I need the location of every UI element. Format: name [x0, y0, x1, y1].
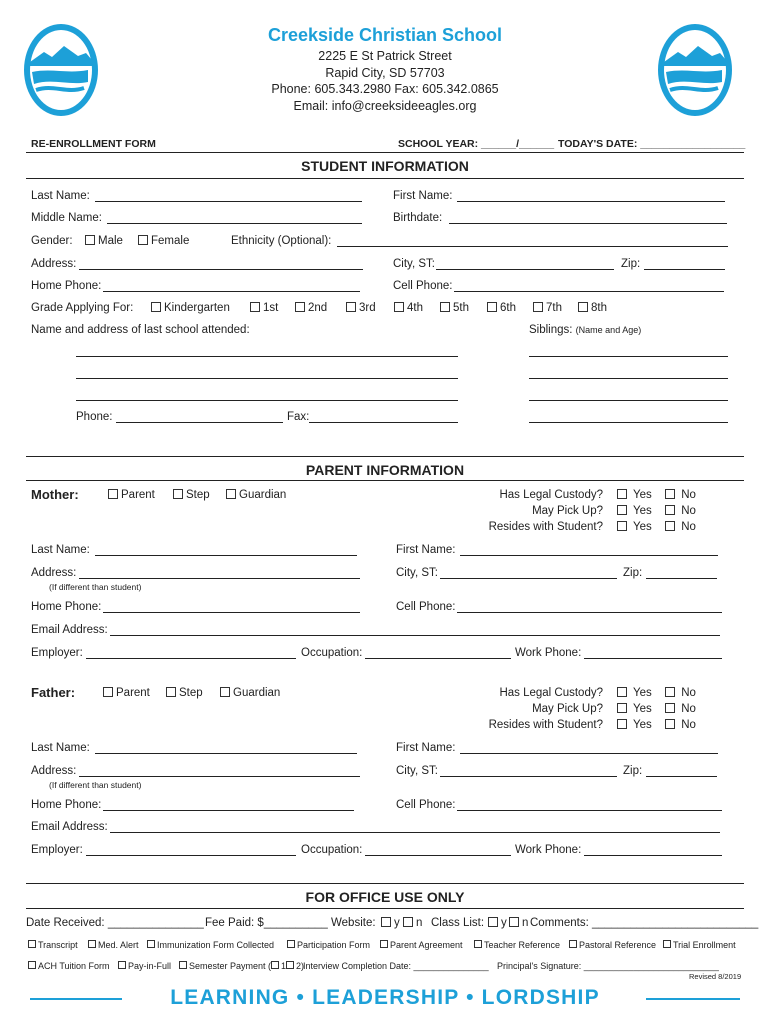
revised-date: Revised 8/2019 — [689, 972, 742, 981]
grade-label: 1st — [263, 302, 279, 314]
father-address-field[interactable] — [79, 776, 360, 777]
student-middle-name-label: Middle Name: — [31, 212, 102, 224]
checkbox-icon[interactable] — [147, 940, 155, 948]
checkbox-icon[interactable] — [665, 489, 675, 499]
mother-email-label: Email Address: — [31, 624, 108, 636]
checkbox-icon[interactable] — [617, 489, 627, 499]
father-home-phone-field[interactable] — [103, 810, 354, 811]
checkbox-icon[interactable] — [271, 961, 279, 969]
student-home-phone-field[interactable] — [103, 291, 360, 292]
divider — [26, 883, 744, 884]
father-label: Father: — [31, 685, 76, 700]
school-email: Email: info@creeksideeagles.org — [293, 98, 477, 113]
checkbox-icon[interactable] — [663, 940, 671, 948]
parent-info-heading: PARENT INFORMATION — [305, 462, 465, 478]
student-middle-name-field[interactable] — [107, 223, 362, 224]
father-occupation-label: Occupation: — [301, 844, 363, 856]
divider — [26, 480, 744, 481]
yes-option[interactable] — [617, 703, 652, 715]
grade-label: 2nd — [308, 302, 328, 314]
form-title: RE-ENROLLMENT FORM — [31, 138, 156, 150]
father-zip-label: Zip: — [623, 765, 643, 777]
mother-employer-label: Employer: — [31, 647, 83, 659]
pickup-question: May Pick Up? — [532, 505, 603, 517]
mother-role-option[interactable] — [108, 489, 155, 501]
no-option[interactable] — [665, 521, 696, 533]
yes-option[interactable] — [617, 687, 652, 699]
pay-in-full-option[interactable] — [118, 961, 171, 971]
custody-question: Has Legal Custody? — [499, 687, 603, 699]
last-school-line[interactable] — [76, 356, 458, 357]
principal-signature-field[interactable]: Principal's Signature: ___________________________ — [497, 961, 719, 971]
semester-1-label: 1 — [281, 961, 287, 971]
yes-label: Yes — [633, 521, 652, 533]
grade-option[interactable] — [394, 302, 423, 314]
father-email-field[interactable] — [110, 832, 720, 833]
checkbox-icon[interactable] — [287, 940, 295, 948]
last-school-phone-field[interactable] — [116, 422, 283, 423]
checkbox-icon[interactable] — [138, 235, 148, 245]
father-cell-phone-label: Cell Phone: — [396, 799, 456, 811]
office-check-item[interactable] — [287, 940, 370, 950]
father-occupation-field[interactable] — [365, 855, 511, 856]
grade-label: 6th — [500, 302, 516, 314]
office-check-item[interactable] — [569, 940, 656, 950]
footer-motto: LEARNING • LEADERSHIP • LORDSHIP — [170, 986, 600, 1009]
yes-label: Yes — [633, 719, 652, 731]
father-role-option[interactable] — [166, 687, 203, 699]
mother-role-option[interactable] — [173, 489, 210, 501]
checkbox-icon[interactable] — [381, 917, 391, 927]
divider — [26, 456, 744, 457]
sibling-line[interactable] — [529, 422, 728, 423]
checkbox-icon[interactable] — [151, 302, 161, 312]
grade-label: 7th — [546, 302, 562, 314]
divider — [26, 908, 744, 909]
mother-address-field[interactable] — [79, 578, 360, 579]
student-last-name-label: Last Name: — [31, 190, 90, 202]
siblings-note: (Name and Age) — [575, 325, 642, 335]
no-label: No — [681, 521, 696, 533]
office-check-label: Med. Alert — [98, 940, 139, 950]
no-label: No — [681, 703, 696, 715]
n-label: n — [522, 917, 529, 929]
checkbox-icon[interactable] — [617, 719, 627, 729]
checkbox-icon[interactable] — [533, 302, 543, 312]
mother-first-name-field[interactable] — [460, 555, 718, 556]
mother-city-field[interactable] — [440, 578, 617, 579]
mother-address-label: Address: — [31, 567, 77, 579]
role-label: Step — [179, 687, 203, 699]
student-cell-phone-label: Cell Phone: — [393, 280, 453, 292]
grade-option[interactable] — [151, 302, 230, 314]
father-role-option[interactable] — [220, 687, 280, 699]
student-city-label: City, ST: — [393, 258, 435, 270]
siblings-text: Siblings: — [529, 324, 573, 336]
mother-work-phone-field[interactable] — [584, 658, 722, 659]
comments-field[interactable]: Comments: __________________________ — [530, 917, 759, 929]
checkbox-icon[interactable] — [665, 719, 675, 729]
yes-option[interactable] — [617, 521, 652, 533]
last-school-phone-label: Phone: — [76, 411, 113, 423]
mother-cell-phone-field[interactable] — [457, 612, 722, 613]
father-city-label: City, ST: — [396, 765, 438, 777]
yes-option[interactable] — [617, 489, 652, 501]
checkbox-icon[interactable] — [665, 703, 675, 713]
role-label: Parent — [116, 687, 150, 699]
checkbox-icon[interactable] — [665, 521, 675, 531]
divider — [26, 152, 744, 153]
gender-female-label: Female — [151, 235, 190, 247]
office-check-label: Parent Agreement — [390, 940, 463, 950]
grade-option[interactable] — [533, 302, 562, 314]
grade-option[interactable] — [440, 302, 469, 314]
checkbox-icon[interactable] — [85, 235, 95, 245]
grade-option[interactable] — [346, 302, 376, 314]
office-check-item[interactable] — [380, 940, 463, 950]
grade-option[interactable] — [578, 302, 607, 314]
mother-home-phone-field[interactable] — [103, 612, 360, 613]
student-info-heading: STUDENT INFORMATION — [301, 158, 469, 174]
office-check-label: Teacher Reference — [484, 940, 561, 950]
student-zip-field[interactable] — [644, 269, 725, 270]
office-check-item[interactable] — [474, 940, 560, 950]
last-school-line[interactable] — [76, 378, 458, 379]
mother-role-option[interactable] — [226, 489, 286, 501]
office-check-label: Trial Enrollment — [673, 940, 736, 950]
checkbox-icon[interactable] — [617, 687, 627, 697]
student-last-name-field[interactable] — [95, 201, 362, 202]
office-use-heading: FOR OFFICE USE ONLY — [305, 889, 465, 905]
resides-question: Resides with Student? — [488, 719, 603, 731]
resides-question: Resides with Student? — [488, 521, 603, 533]
father-first-name-label: First Name: — [396, 742, 456, 754]
student-birthdate-label: Birthdate: — [393, 212, 443, 224]
school-address-block — [0, 48, 770, 114]
custody-question: Has Legal Custody? — [499, 489, 603, 501]
interview-date-field[interactable]: Interview Completion Date: _______________ — [303, 961, 489, 971]
website-no-option[interactable] — [403, 917, 422, 929]
y-label: y — [394, 917, 400, 929]
student-address-field[interactable] — [79, 269, 363, 270]
website-yes-option[interactable] — [381, 917, 400, 929]
mother-employer-field[interactable] — [86, 658, 296, 659]
mother-cell-phone-label: Cell Phone: — [396, 601, 456, 613]
checkbox-icon[interactable] — [295, 302, 305, 312]
no-option[interactable] — [665, 719, 696, 731]
no-option[interactable] — [665, 703, 696, 715]
checkbox-icon[interactable] — [488, 917, 498, 927]
mother-home-phone-label: Home Phone: — [31, 601, 102, 613]
grade-option[interactable] — [487, 302, 516, 314]
checkbox-icon[interactable] — [380, 940, 388, 948]
checkbox-icon[interactable] — [179, 961, 187, 969]
semester-payment-label: Semester Payment ( — [189, 961, 272, 971]
grade-option[interactable] — [295, 302, 327, 314]
father-first-name-field[interactable] — [460, 753, 718, 754]
no-label: No — [681, 505, 696, 517]
gender-male-label: Male — [98, 235, 123, 247]
no-option[interactable] — [665, 687, 696, 699]
father-last-name-field[interactable] — [95, 753, 357, 754]
grade-label: Kindergarten — [164, 302, 230, 314]
ach-label: ACH Tuition Form — [38, 961, 110, 971]
checkbox-icon[interactable] — [474, 940, 482, 948]
checkbox-icon[interactable] — [88, 940, 96, 948]
checkbox-icon[interactable] — [617, 703, 627, 713]
yes-option[interactable] — [617, 719, 652, 731]
checkbox-icon[interactable] — [28, 961, 36, 969]
sibling-line[interactable] — [529, 356, 728, 357]
no-option[interactable] — [665, 489, 696, 501]
office-check-label: Transcript — [38, 940, 78, 950]
semester-2-label: 2) — [296, 961, 305, 971]
no-option[interactable] — [665, 505, 696, 517]
checkbox-icon[interactable] — [403, 917, 413, 927]
checkbox-icon[interactable] — [286, 961, 294, 969]
role-label: Guardian — [233, 687, 281, 699]
grade-option[interactable] — [250, 302, 278, 314]
checkbox-icon[interactable] — [578, 302, 588, 312]
mother-last-name-label: Last Name: — [31, 544, 90, 556]
sibling-line[interactable] — [529, 378, 728, 379]
role-label: Step — [186, 489, 210, 501]
grade-label: 4th — [407, 302, 423, 314]
school-phone: Phone: 605.343.2980 Fax: 605.342.0865 — [271, 82, 499, 96]
mother-label: Mother: — [31, 487, 79, 502]
office-check-label: Pastoral Reference — [579, 940, 657, 950]
last-school-fax-label: Fax: — [287, 411, 310, 423]
mother-city-label: City, ST: — [396, 567, 438, 579]
checkbox-icon[interactable] — [346, 302, 356, 312]
last-school-label: Name and address of last school attended: — [31, 324, 250, 336]
gender-male-option[interactable] — [85, 235, 123, 247]
checkbox-icon[interactable] — [569, 940, 577, 948]
mother-occupation-field[interactable] — [365, 658, 511, 659]
office-check-item[interactable] — [663, 940, 736, 950]
checkbox-icon[interactable] — [509, 917, 519, 927]
last-school-fax-field[interactable] — [309, 422, 458, 423]
if-different-note: (If different than student) — [49, 780, 142, 790]
checkbox-icon[interactable] — [665, 505, 675, 515]
pay-in-full-label: Pay-in-Full — [128, 961, 172, 971]
checkbox-icon[interactable] — [440, 302, 450, 312]
father-role-option[interactable] — [103, 687, 150, 699]
father-work-phone-field[interactable] — [584, 855, 722, 856]
checkbox-icon[interactable] — [617, 521, 627, 531]
mother-first-name-label: First Name: — [396, 544, 456, 556]
checkbox-icon[interactable] — [665, 687, 675, 697]
ethnicity-field[interactable] — [337, 246, 728, 247]
grade-label: 8th — [591, 302, 607, 314]
no-label: No — [681, 489, 696, 501]
checkbox-icon[interactable] — [617, 505, 627, 515]
gender-label: Gender: — [31, 235, 73, 247]
sibling-line[interactable] — [529, 400, 728, 401]
mother-last-name-field[interactable] — [95, 555, 357, 556]
class-list-no-option[interactable] — [509, 917, 528, 929]
checkbox-icon[interactable] — [226, 489, 236, 499]
student-address-label: Address: — [31, 258, 77, 270]
student-cell-phone-field[interactable] — [454, 291, 724, 292]
father-home-phone-label: Home Phone: — [31, 799, 102, 811]
student-home-phone-label: Home Phone: — [31, 280, 102, 292]
checkbox-icon[interactable] — [250, 302, 260, 312]
role-label: Parent — [121, 489, 155, 501]
student-first-name-label: First Name: — [393, 190, 453, 202]
siblings-label — [529, 324, 641, 336]
father-email-label: Email Address: — [31, 821, 108, 833]
mother-zip-field[interactable] — [646, 578, 717, 579]
yes-label: Yes — [633, 505, 652, 517]
grade-applying-label: Grade Applying For: — [31, 302, 134, 314]
school-city: Rapid City, SD 57703 — [325, 65, 445, 80]
office-check-item[interactable] — [88, 940, 139, 950]
father-last-name-label: Last Name: — [31, 742, 90, 754]
checkbox-icon[interactable] — [173, 489, 183, 499]
yes-label: Yes — [633, 703, 652, 715]
last-school-line[interactable] — [76, 400, 458, 401]
yes-option[interactable] — [617, 505, 652, 517]
class-list-label: Class List: — [431, 917, 485, 929]
yes-label: Yes — [633, 687, 652, 699]
office-check-item[interactable] — [28, 940, 78, 950]
fee-paid-field[interactable]: Fee Paid: $__________ — [205, 917, 328, 929]
office-check-label: Participation Form — [297, 940, 371, 950]
checkbox-icon[interactable] — [394, 302, 404, 312]
grade-label: 5th — [453, 302, 469, 314]
n-label: n — [416, 917, 423, 929]
class-list-yes-option[interactable] — [488, 917, 507, 929]
mother-email-field[interactable] — [110, 635, 720, 636]
divider — [26, 178, 744, 179]
semester-payment-option[interactable] — [179, 961, 304, 971]
school-street: 2225 E St Patrick Street — [318, 49, 452, 63]
yes-label: Yes — [633, 489, 652, 501]
date-received-field[interactable]: Date Received: _______________ — [26, 917, 204, 929]
student-zip-label: Zip: — [621, 258, 641, 270]
y-label: y — [501, 917, 507, 929]
checkbox-icon[interactable] — [166, 687, 176, 697]
todays-date-field[interactable]: TODAY'S DATE: __________________ — [558, 138, 746, 150]
school-name: Creekside Christian School — [267, 25, 503, 45]
father-employer-label: Employer: — [31, 844, 83, 856]
mother-zip-label: Zip: — [623, 567, 643, 579]
ach-option[interactable] — [28, 961, 110, 971]
checkbox-icon[interactable] — [220, 687, 230, 697]
father-work-phone-label: Work Phone: — [515, 844, 582, 856]
role-label: Guardian — [239, 489, 287, 501]
student-birthdate-field[interactable] — [449, 223, 727, 224]
gender-female-option[interactable] — [138, 235, 189, 247]
no-label: No — [681, 687, 696, 699]
checkbox-icon[interactable] — [28, 940, 36, 948]
if-different-note: (If different than student) — [49, 582, 142, 592]
footer-rule-right — [646, 998, 740, 1000]
school-year-field[interactable]: SCHOOL YEAR: ______/______ — [398, 138, 555, 150]
website-label: Website: — [331, 917, 376, 929]
ethnicity-label: Ethnicity (Optional): — [231, 235, 332, 247]
checkbox-icon[interactable] — [103, 687, 113, 697]
grade-label: 3rd — [359, 302, 376, 314]
father-employer-field[interactable] — [86, 855, 296, 856]
checkbox-icon[interactable] — [118, 961, 126, 969]
student-city-field[interactable] — [436, 269, 614, 270]
father-city-field[interactable] — [440, 776, 617, 777]
checkbox-icon[interactable] — [108, 489, 118, 499]
mother-occupation-label: Occupation: — [301, 647, 363, 659]
checkbox-icon[interactable] — [487, 302, 497, 312]
mother-work-phone-label: Work Phone: — [515, 647, 582, 659]
pickup-question: May Pick Up? — [532, 703, 603, 715]
father-zip-field[interactable] — [646, 776, 717, 777]
office-check-item[interactable] — [147, 940, 274, 950]
office-check-label: Immunization Form Collected — [157, 940, 275, 950]
student-first-name-field[interactable] — [457, 201, 725, 202]
father-cell-phone-field[interactable] — [457, 810, 722, 811]
no-label: No — [681, 719, 696, 731]
father-address-label: Address: — [31, 765, 77, 777]
